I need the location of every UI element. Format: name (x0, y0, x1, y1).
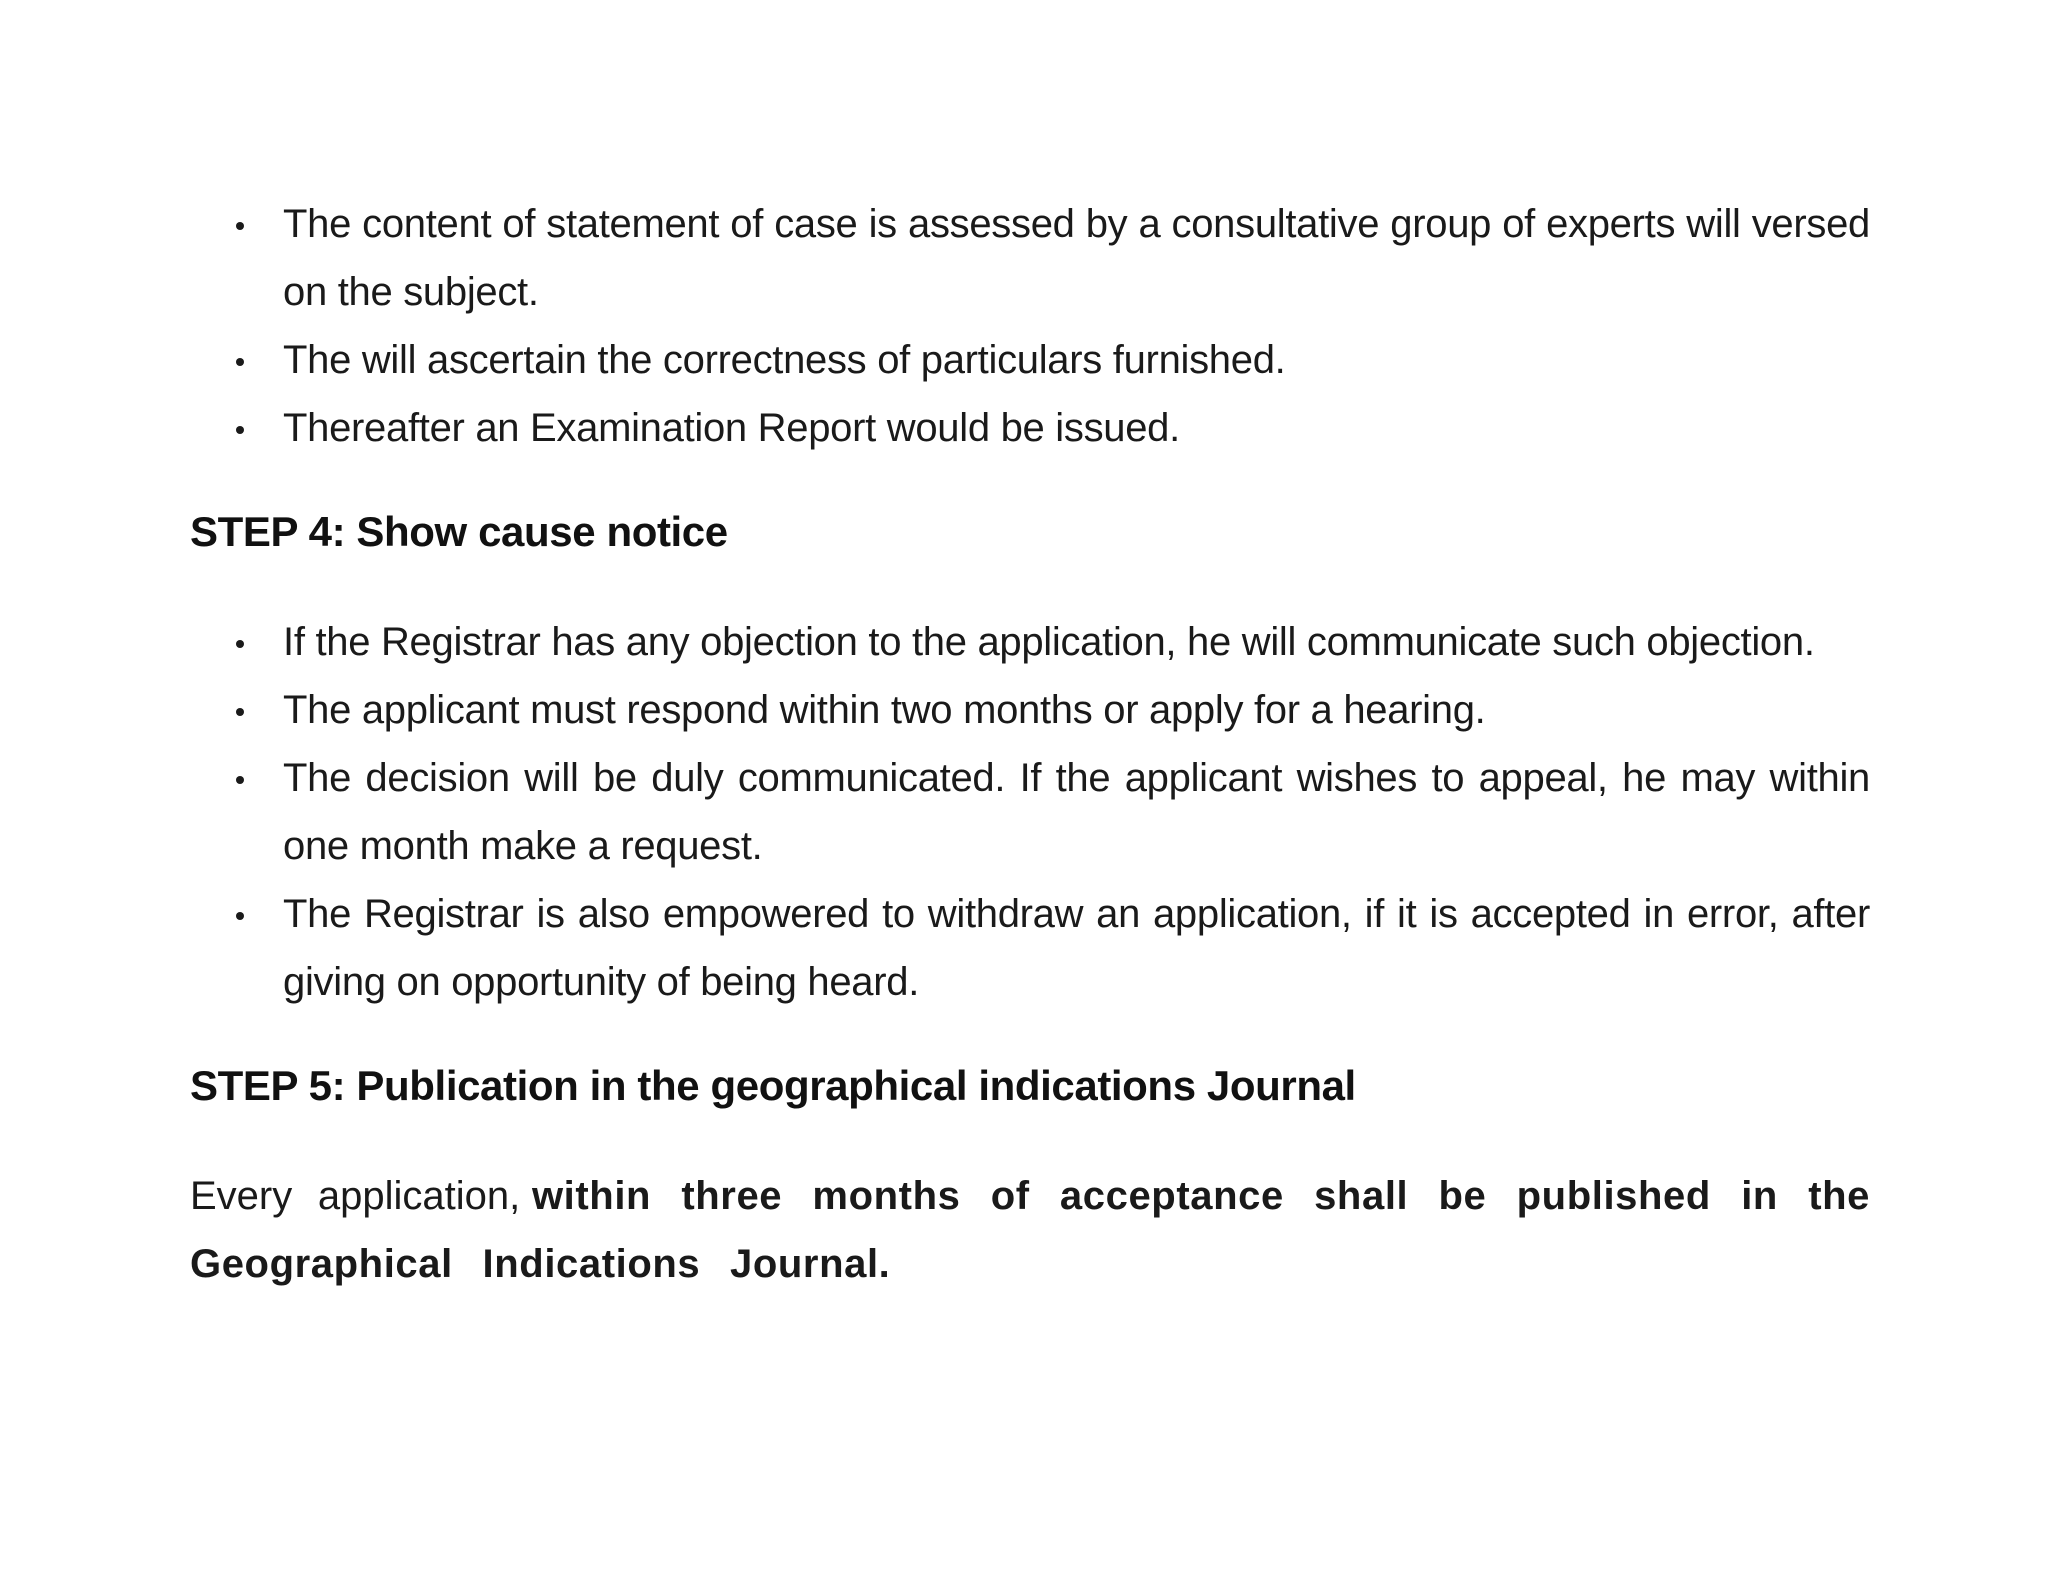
list-item (190, 744, 1870, 880)
bullet-dot-icon (236, 776, 244, 784)
list-item (190, 880, 1870, 1016)
bullet-text: If the Registrar has any objection to the application, he will communicate such objection. (283, 620, 1815, 664)
list-item (190, 676, 1870, 744)
list-item (190, 190, 1870, 326)
list-item (190, 326, 1870, 394)
bullet-text: Thereafter an Examination Report would be issued. (283, 406, 1180, 450)
bullet-dot-icon (236, 358, 244, 366)
paragraph-lead-text: Every application, (190, 1174, 521, 1218)
step5-heading: STEP 5: Publication in the geographical indications Journal (190, 1062, 1356, 1109)
bullet-text: The Registrar is also empowered to withdraw an application, if it is accepted in error, after giving on opportunity of being heard. (283, 892, 1870, 1004)
step4-heading: STEP 4: Show cause notice (190, 508, 728, 555)
bullet-dot-icon (236, 222, 244, 230)
show-cause-bullet-list (190, 608, 1870, 1016)
list-item (190, 394, 1870, 462)
bullet-text: The applicant must respond within two months or apply for a hearing. (283, 688, 1486, 732)
publication-paragraph (190, 1162, 1870, 1298)
bullet-text: The content of statement of case is assessed by a consultative group of experts will versed on the subject. (283, 202, 1870, 314)
document-body (190, 190, 1870, 1298)
bullet-text: The decision will be duly communicated. If the applicant wishes to appeal, he may within one month make a request. (283, 756, 1870, 868)
examination-bullet-list (190, 190, 1870, 462)
bullet-text: The will ascertain the correctness of particulars furnished. (283, 338, 1286, 382)
bullet-dot-icon (236, 640, 244, 648)
list-item (190, 608, 1870, 676)
paragraph-bold-text: within three months of acceptance shall be published in the Geographical Indications Journal. (190, 1174, 1870, 1286)
bullet-dot-icon (236, 912, 244, 920)
bullet-dot-icon (236, 426, 244, 434)
bullet-dot-icon (236, 708, 244, 716)
